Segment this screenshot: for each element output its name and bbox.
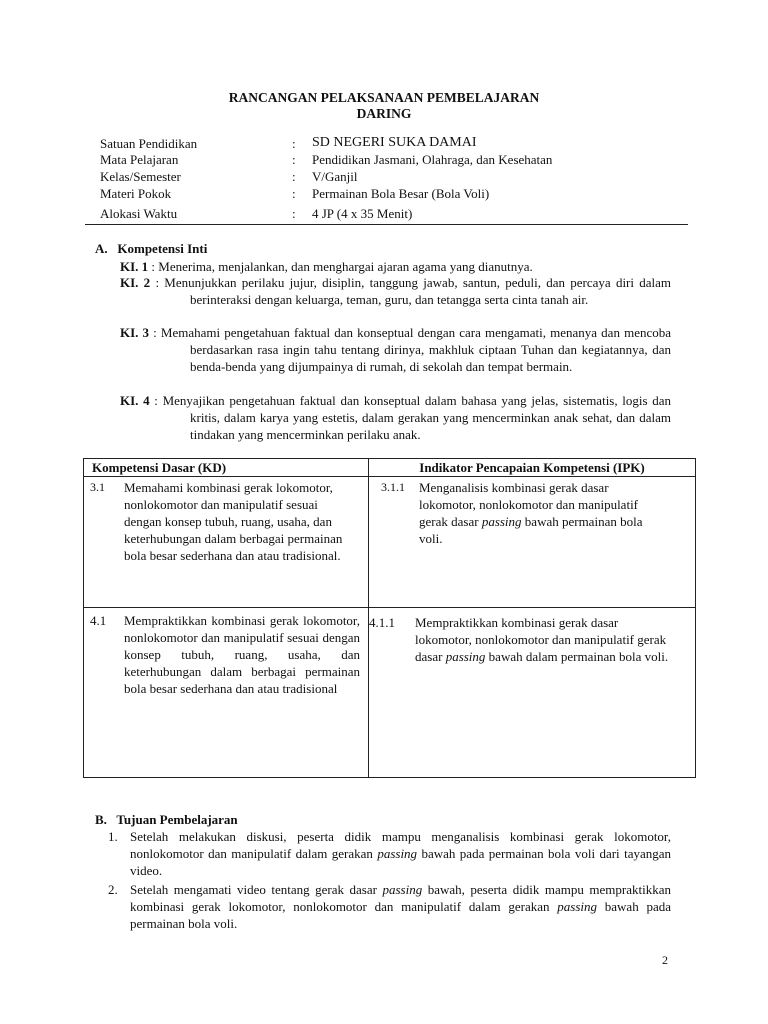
identity-value: V/Ganjil: [312, 169, 358, 184]
identity-value: Permainan Bola Besar (Bola Voli): [312, 186, 490, 201]
ipk-text-part: Menganalisis kombinasi gerak dasar lokomotor, nonlokomotor dan manipulatif gerak dasar: [419, 480, 639, 529]
ki-tag: KI. 4: [120, 393, 150, 408]
kd-cell: [84, 477, 369, 608]
ipk-cell: [369, 608, 696, 778]
ipk-cell: [369, 477, 696, 608]
identity-colon: :: [292, 169, 296, 184]
list-item: [108, 828, 672, 879]
objectives-list: [108, 828, 672, 934]
identity-colon: :: [292, 206, 296, 221]
objective-text-italic: passing: [382, 882, 423, 897]
kd-cell: [84, 608, 369, 778]
kd-number: 4.1: [90, 613, 107, 628]
list-number: 2.: [108, 882, 118, 897]
ipk-number: 4.1.1: [369, 615, 395, 630]
identity-label: Mata Pelajaran: [100, 152, 179, 167]
identity-label: Kelas/Semester: [100, 169, 181, 184]
identity-label: Satuan Pendidikan: [100, 136, 198, 151]
identity-colon: :: [292, 136, 296, 151]
identity-label: Alokasi Waktu: [100, 206, 178, 221]
table-row: [84, 477, 696, 608]
header-kd: Kompetensi Dasar (KD): [84, 459, 369, 477]
list-number: 1.: [108, 829, 118, 844]
ipk-text-part: bawah dalam permainan bola voli.: [485, 649, 669, 664]
ki-tag: KI. 3: [120, 325, 150, 340]
table-row: [84, 608, 696, 778]
objective-text: bawah, peserta didik mampu mempraktikkan kombinasi gerak lokomotor, nonlokomotor dan manipulatif dalam gerakan: [130, 882, 671, 914]
identity-value: SD NEGERI SUKA DAMAI: [312, 135, 477, 150]
ipk-text-italic: passing: [481, 514, 522, 529]
ipk-text: [415, 614, 675, 665]
ipk-text-italic: passing: [445, 649, 486, 664]
ki-text: : Menunjukkan perilaku jujur, disiplin, tanggung jawab, santun, peduli, dan percaya diri dalam berinteraksi dengan keluarga, teman, guru, dan tetangga serta cinta tanah air.: [150, 275, 672, 307]
ipk-text-part: Mempraktikkan kombinasi gerak dasar lokomotor, nonlokomotor dan manipulatif gerak dasar: [415, 615, 667, 664]
kd-text: Memahami kombinasi gerak lokomotor, nonlokomotor dan manipulatif sesuai dengan konsep tubuh, ruang, usaha, dan keterhubungan dalam berbagai permainan bola besar sederhana dan atau tradisional.: [124, 480, 343, 563]
ipk-number: 3.1.1: [381, 480, 405, 494]
document-title-line2: DARING: [356, 106, 412, 121]
header-divider: [85, 224, 688, 225]
ipk-text: [419, 479, 665, 547]
document-title-line1: RANCANGAN PELAKSANAAN PEMBELAJARAN: [228, 90, 540, 105]
identity-colon: :: [292, 152, 296, 167]
objective-text: Setelah mengamati video tentang gerak dasar: [130, 882, 383, 897]
section-a-heading: A. Kompetensi Inti: [95, 241, 208, 256]
table-header-row: [84, 459, 696, 477]
section-b-heading: B. Tujuan Pembelajaran: [95, 812, 238, 827]
ki-text: : Menyajikan pengetahuan faktual dan konseptual dalam bahasa yang jelas, sistematis, logis dan kritis, dalam karya yang estetis, dalam gerakan yang mencerminkan anak sehat, dan dalam tindakan yang mencerminkan perilaku anak.: [149, 393, 672, 442]
identity-value: Pendidikan Jasmani, Olahraga, dan Kesehatan: [312, 152, 553, 167]
ki-tag: KI. 2: [120, 275, 151, 290]
list-item: [108, 881, 672, 932]
ki-text: : Memahami pengetahuan faktual dan konseptual dengan cara mengamati, menanya dan mencoba berdasarkan rasa ingin tahu tentang dirinya, makhluk ciptaan Tuhan dan kegiatannya, dan benda-benda yang dijumpainya di rumah, di sekolah dan tempat bermain.: [149, 325, 671, 374]
ipk-text-part: bawah permainan bola voli.: [419, 514, 643, 546]
identity-label: Materi Pokok: [100, 186, 172, 201]
identity-colon: :: [292, 186, 296, 201]
kd-ipk-table: [83, 458, 696, 778]
objective-text-italic: passing: [557, 899, 598, 914]
ki-4: [120, 392, 671, 443]
ki-2: [120, 274, 671, 308]
identity-value: 4 JP (4 x 35 Menit): [312, 206, 413, 221]
ki-3: [120, 324, 671, 375]
ki-1: [120, 258, 671, 275]
kd-text: Mempraktikkan kombinasi gerak lokomotor, nonlokomotor dan manipulatif sesuai dengan konsep tubuh, ruang, usaha, dan keterhubungan dalam berbagai permainan bola besar sederhana dan atau tradisional: [124, 613, 360, 696]
header-ipk: Indikator Pencapaian Kompetensi (IPK): [369, 459, 696, 477]
ki-tag: KI. 1: [120, 259, 149, 274]
objective-text: Setelah melakukan diskusi, peserta didik mampu menganalisis kombinasi gerak lokomotor, nonlokomotor dan manipulatif dalam gerakan: [130, 829, 671, 861]
kd-number: 3.1: [90, 480, 105, 494]
objective-text: bawah pada permainan bola voli.: [130, 899, 672, 931]
ki-text: : Menerima, menjalankan, dan menghargai ajaran agama yang dianutnya.: [148, 259, 533, 274]
page-number: 2: [662, 953, 668, 967]
objective-text-italic: passing: [377, 846, 418, 861]
objective-text: bawah pada permainan bola voli dari tayangan video.: [130, 846, 672, 878]
